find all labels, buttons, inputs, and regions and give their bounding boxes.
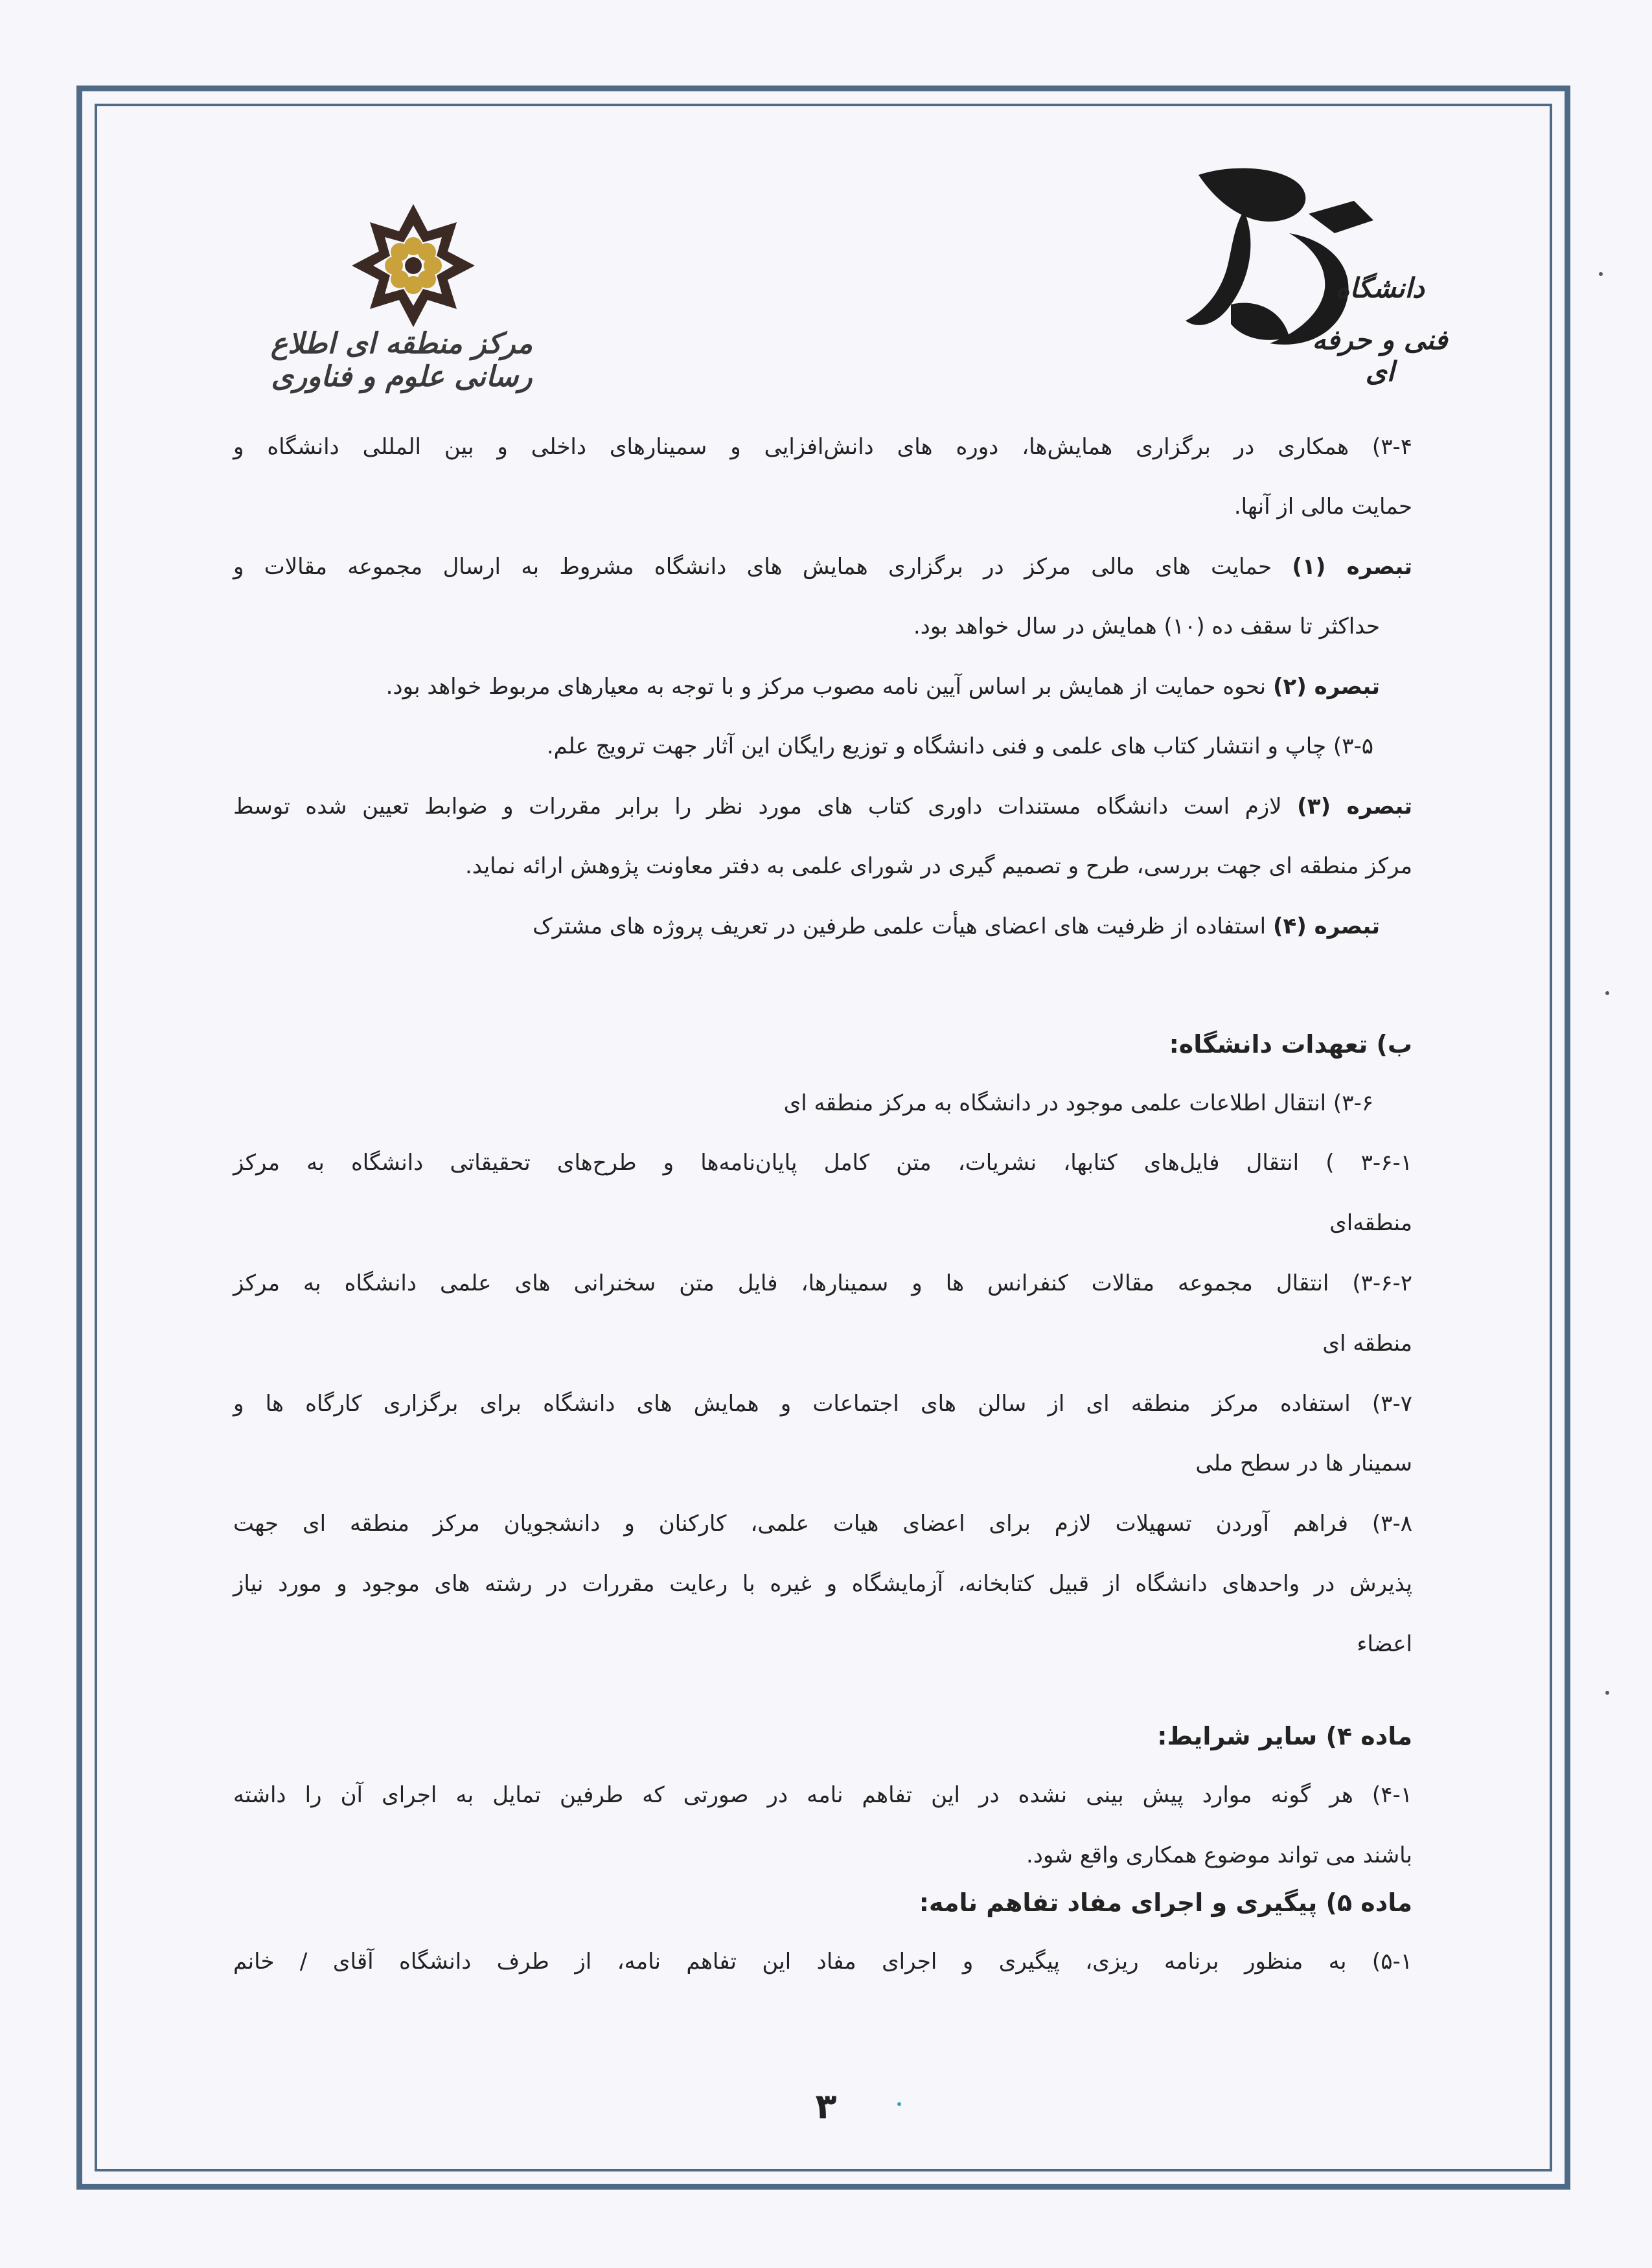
clause-3-6-1-line2: منطقه‌ای [1329, 1210, 1412, 1236]
note-3-text: لازم است دانشگاه مستندات داوری کتاب های مورد نظر را برابر مقررات و ضوابط تعیین شده توسط [233, 794, 1298, 819]
regional-center-caption: مرکز منطقه ای اطلاع رسانی علوم و فناوری [270, 327, 533, 393]
clause-3-4-line1: ۳-۴) همکاری در برگزاری همایش‌ها، دوره های دانش‌افزایی و سمینارهای داخلی و بین المللی دانشگاه و [233, 434, 1412, 460]
clause-5-1-line1: ۵-۱) به منظور برنامه ریزی، پیگیری و اجرای مفاد این تفاهم نامه، از طرف دانشگاه آقای / خانم [233, 1949, 1412, 1975]
clause-3-8-line2: پذیرش در واحدهای دانشگاه از قبیل کتابخانه، آزمایشگاه و غیره با رعایت مقررات در رشته های موجود و مورد نیاز [233, 1571, 1412, 1597]
clause-3-7-line2: سمینار ها در سطح ملی [1195, 1450, 1412, 1476]
note-4-line1 [533, 913, 1380, 939]
page-number: ۳ [815, 2086, 837, 2127]
clause-3-8-line1: ۳-۸) فراهم آوردن تسهیلات لازم برای اعضای هیات علمی، کارکنان و دانشجویان مرکز منطقه ای جهت [233, 1511, 1412, 1537]
clause-4-1-line1: ۴-۱) هر گونه موارد پیش بینی نشده در این تفاهم نامه در صورتی که طرفین تمایل به اجرای آن را داشته [233, 1782, 1412, 1808]
article-4-heading: ماده ۴) سایر شرایط: [1157, 1722, 1412, 1750]
note-1-text: حمایت های مالی مرکز در برگزاری همایش های دانشگاه مشروط به ارسال مجموعه مقالات و [233, 554, 1292, 580]
clause-3-6-1-line1: ۳-۶-۱ ) انتقال فایل‌های کتابها، نشریات، متن کامل پایان‌نامه‌ها و طرح‌های تحقیقاتی دانشگاه به مرکز [233, 1150, 1412, 1176]
note-4-text: استفاده از ظرفیت های اعضای هیأت علمی طرفین در تعریف پروژه های مشترک [533, 913, 1273, 939]
scan-mark [1605, 1691, 1609, 1695]
clause-3-6-line1: ۳-۶) انتقال اطلاعات علمی موجود در دانشگاه به مرکز منطقه ای [783, 1090, 1373, 1116]
clause-4-1-line2: باشند می تواند موضوع همکاری واقع شود. [1026, 1842, 1412, 1868]
scan-mark [1605, 991, 1609, 995]
note-2-text: نحوه حمایت از همایش بر اساس آیین نامه مصوب مرکز و با توجه به معیارهای مربوط خواهد بود. [385, 674, 1273, 700]
article-5-heading: ماده ۵) پیگیری و اجرای مفاد تفاهم نامه: [919, 1888, 1412, 1917]
university-caption-line2: فنی و حرفه ای [1312, 324, 1448, 387]
scan-mark [897, 2102, 901, 2106]
clause-3-5-line1: ۳-۵) چاپ و انتشار کتاب های علمی و فنی دانشگاه و توزیع رایگان این آثار جهت ترویج علم. [546, 733, 1373, 759]
clause-3-8-line3: اعضاء [1357, 1631, 1412, 1657]
university-caption-line1: دانشگاه [1335, 272, 1425, 304]
note-3-line2: مرکز منطقه ای جهت بررسی، طرح و تصمیم گیری در شورای علمی به دفتر معاونت پژوهش ارائه نماید. [465, 853, 1412, 879]
clause-3-7-line1: ۳-۷) استفاده مرکز منطقه ای از سالن های اجتماعات و همایش های دانشگاه برای برگزاری کارگاه ها و [233, 1391, 1412, 1417]
scan-mark [1599, 272, 1603, 276]
section-b-heading: ب) تعهدات دانشگاه: [1169, 1030, 1412, 1059]
note-1-line2: حداکثر تا سقف ده (۱۰) همایش در سال خواهد بود. [913, 613, 1380, 639]
note-2-line1 [386, 674, 1380, 700]
clause-3-6-2-line2: منطقه ای [1322, 1331, 1412, 1357]
clause-3-6-2-line1: ۳-۶-۲) انتقال مجموعه مقالات کنفرانس ها و سمینارها، فایل متن سخنرانی های علمی دانشگاه به مرکز [233, 1270, 1412, 1296]
note-1-label: تبصره (۱) [1292, 554, 1412, 580]
note-1-line1 [233, 554, 1412, 580]
clause-3-4-line2: حمایت مالی از آنها. [1233, 494, 1412, 520]
note-3-label: تبصره (۳) [1297, 794, 1412, 819]
note-3-line1 [233, 794, 1412, 819]
note-4-label: تبصره (۴) [1272, 913, 1380, 939]
note-2-label: تبصره (۲) [1272, 674, 1380, 700]
